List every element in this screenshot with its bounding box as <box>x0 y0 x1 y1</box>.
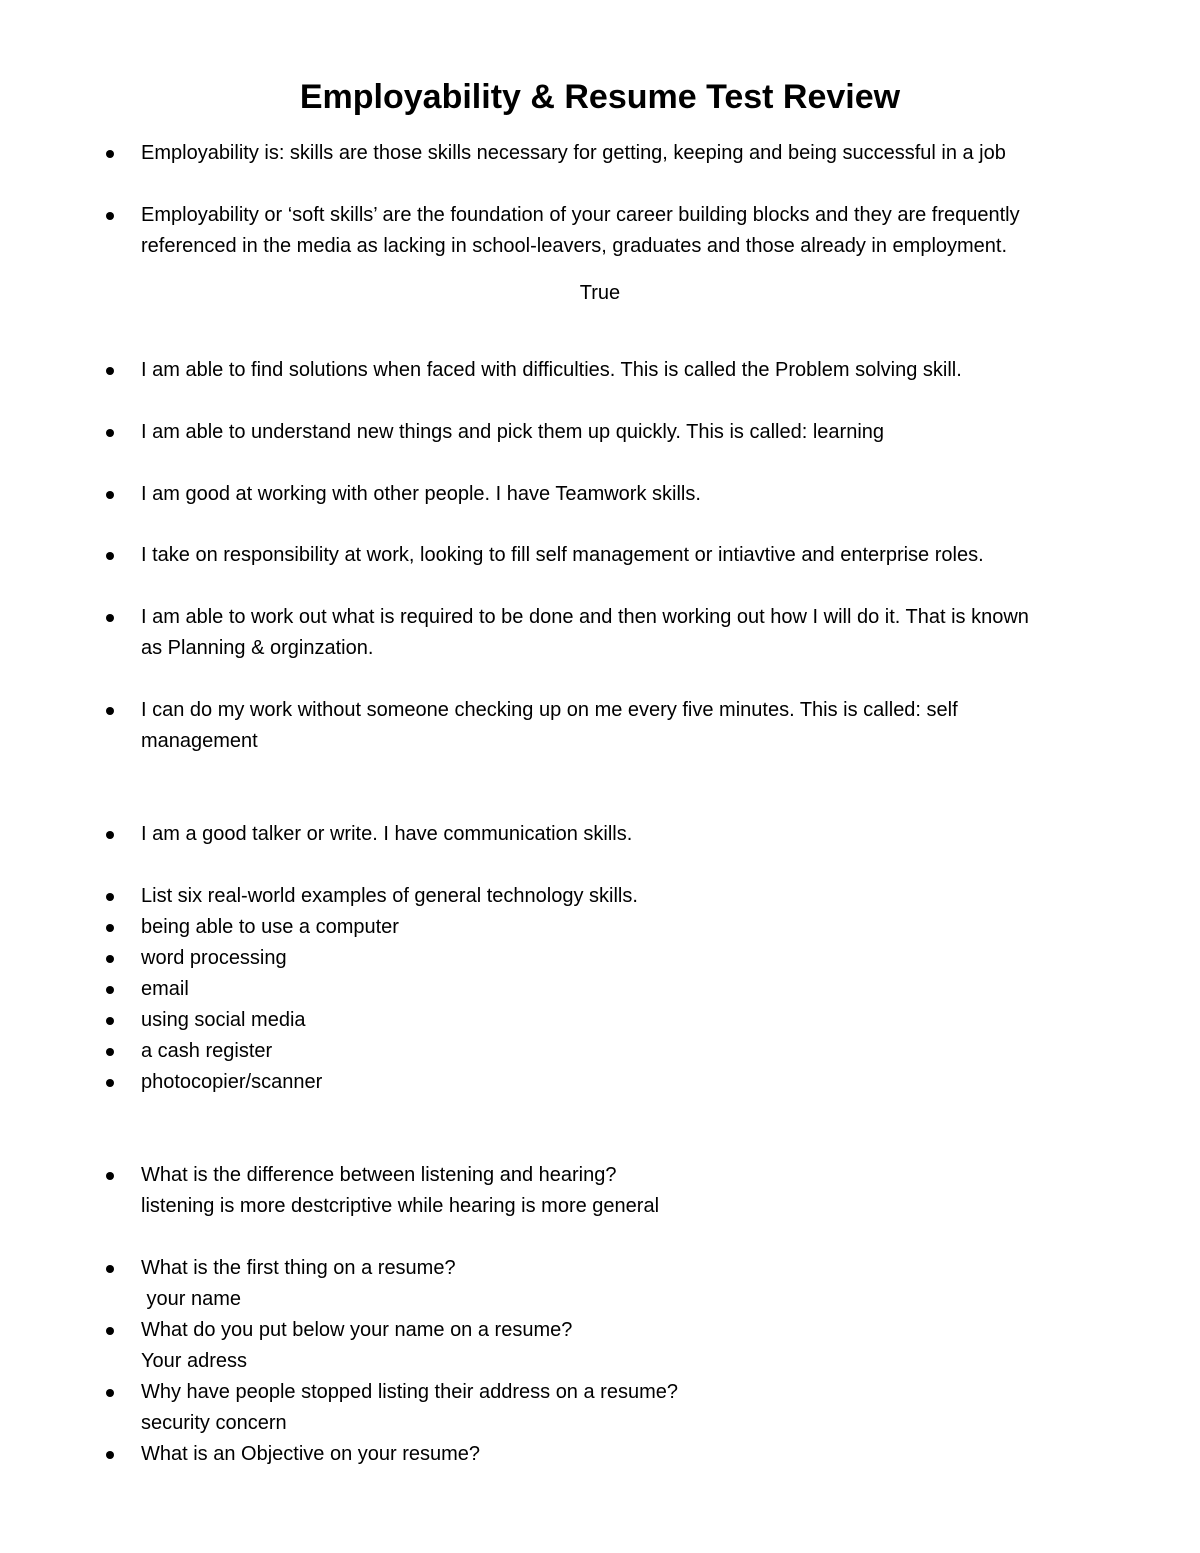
list-item <box>141 200 1141 262</box>
list-item <box>141 819 1141 850</box>
item-line: email <box>141 978 189 1000</box>
list-item <box>141 602 1141 664</box>
item-line: photocopier/scanner <box>141 1071 323 1093</box>
item-line: as Planning & orginzation. <box>141 637 374 659</box>
answer-true: True <box>579 282 621 304</box>
item-line: I am able to find solutions when faced with difficulties. This is called the Problem solving skill. <box>141 359 962 381</box>
item-line: I am a good talker or write. I have communication skills. <box>141 823 633 845</box>
list-item <box>141 138 1141 169</box>
list-item <box>141 912 1141 943</box>
list-item <box>141 355 1141 386</box>
item-line: I am able to understand new things and pick them up quickly. This is called: learning <box>141 421 885 443</box>
item-line: Your adress <box>141 1350 247 1372</box>
item-line: word processing <box>141 947 287 969</box>
list-item <box>141 943 1141 974</box>
item-line: Employability or ‘soft skills’ are the foundation of your career building blocks and they are frequently <box>141 204 1020 226</box>
item-line: What is the first thing on a resume? <box>141 1257 456 1279</box>
item-line: What is an Objective on your resume? <box>141 1443 481 1465</box>
list-item <box>141 417 1141 448</box>
list-item <box>141 974 1141 1005</box>
item-line: being able to use a computer <box>141 916 399 938</box>
item-line: referenced in the media as lacking in school-leavers, graduates and those already in employment. <box>141 235 1008 257</box>
list-item <box>141 1036 1141 1067</box>
item-line: What is the difference between listening and hearing? <box>141 1164 617 1186</box>
item-line: listening is more destcriptive while hearing is more general <box>141 1195 660 1217</box>
page-title: Employability & Resume Test Review <box>299 78 901 116</box>
item-line: management <box>141 730 258 752</box>
list-item <box>141 1315 1141 1377</box>
list-item <box>141 1253 1141 1315</box>
list-item <box>141 540 1141 571</box>
item-line: List six real-world examples of general technology skills. <box>141 885 638 907</box>
list-item <box>141 479 1141 510</box>
list-item <box>141 1439 1141 1470</box>
item-line: Employability is: skills are those skills necessary for getting, keeping and being successful in a job <box>141 142 1006 164</box>
item-line: What do you put below your name on a resume? <box>141 1319 573 1341</box>
item-line: I can do my work without someone checking up on me every five minutes. This is called: self <box>141 699 958 721</box>
list-item <box>141 1377 1141 1439</box>
list-item <box>141 881 1141 912</box>
item-line: a cash register <box>141 1040 273 1062</box>
list-item <box>141 1005 1141 1036</box>
item-line: I am able to work out what is required to be done and then working out how I will do it. That is known <box>141 606 1029 628</box>
list-item <box>141 1067 1141 1098</box>
list-item <box>141 695 1141 757</box>
item-line: I am good at working with other people. I have Teamwork skills. <box>141 483 701 505</box>
item-line: using social media <box>141 1009 306 1031</box>
item-line: security concern <box>141 1412 287 1434</box>
item-line: Why have people stopped listing their address on a resume? <box>141 1381 678 1403</box>
list-item <box>141 1160 1141 1222</box>
item-line: I take on responsibility at work, looking to fill self management or intiavtive and enterprise roles. <box>141 544 984 566</box>
item-line: your name <box>141 1288 242 1310</box>
